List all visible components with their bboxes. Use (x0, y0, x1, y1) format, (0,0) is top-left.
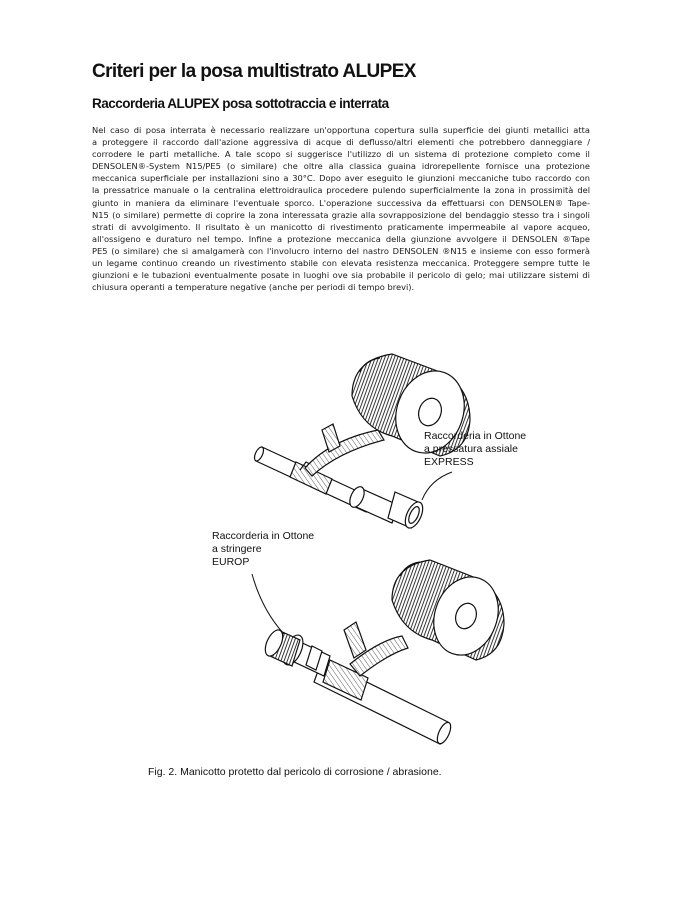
page-title: Criteri per la posa multistrato ALUPEX (92, 61, 416, 82)
body-line: N15 (o similare) permette di coprire la zona interessata grazie alla sovrapposizione del bendaggio stesso tra i singoli (92, 209, 590, 220)
body-line: un legame continuo creando un rivestimento stabile con elevata resistenza meccanica. Proteggere sempre tutte le (92, 258, 590, 269)
body-line: PE5 (o similare) che si amalgamerà con l'involucro interno del nastro DENSOLEN ®N15 e insieme con esso formerà (92, 245, 590, 256)
callout-express (424, 430, 526, 469)
body-line: DENSOLEN®-System N15/PE5 (o similare) che oltre alla classica guaina idrorepellente fornisce una protezione (92, 161, 590, 172)
callout-express-line: EXPRESS (424, 456, 474, 468)
callout-europ-line: EUROP (212, 556, 250, 568)
body-line: Nel caso di posa interrata è necessario realizzare un'opportuna copertura sulla superficie dei giunti metallici atta (92, 125, 590, 135)
body-line: corrodere le parti metalliche. A tale scopo si suggerisce l'utilizzo di un sistema di protezione completo come il (92, 149, 590, 160)
body-line: la pressatrice manuale o la centralina elettroidraulica procedere pulendo superficialmente la zona in prossimità del (92, 185, 590, 196)
body-line: chiusura operanti a temperature negative (anche per periodi di tempo brevi). (92, 282, 415, 293)
figure-caption: Fig. 2. Manicotto protetto dal pericolo di corrosione / abrasione. (148, 766, 442, 778)
body-line: giunto in maniera da eliminare l'eventuale sporco. L'operazione successiva da effettuarsi con DENSOLEN® Tape- (92, 197, 590, 208)
body-line: all'ossigeno e duraturo nel tempo. Infine a protezione meccanica della giunzione avvolgere il DENSOLEN ®Tape (92, 233, 590, 244)
body-line: a proteggere il raccordo dall'azione aggressiva di acque di deflusso/altri elementi che potrebbero danneggiare / (92, 137, 590, 148)
callout-express-line: a pressatura assiale (424, 443, 518, 455)
callout-europ-line: Raccorderia in Ottone (212, 530, 315, 542)
callout-europ (212, 530, 314, 569)
lower-assembly (262, 560, 509, 746)
callout-express-line: Raccorderia in Ottone (424, 430, 527, 442)
section-subtitle: Raccorderia ALUPEX posa sottotraccia e interrata (92, 96, 389, 111)
callout-europ-line: a stringere (212, 543, 262, 555)
express-leader-line (422, 472, 452, 500)
europ-leader-line (252, 574, 284, 634)
body-line: giunzioni e le tubazioni eventualmente posate in luoghi ove sia probabile il pericolo di gelo; mai utilizzare sistemi di (92, 270, 590, 281)
body-line: meccanica superficiale per installazioni sino a 30°C. Dopo aver eseguito le giunzioni meccaniche tubo raccordo con (92, 173, 590, 184)
body-line: strati di avvolgimento. Il risultato è un manicotto di rivestimento praticamente impermeabile al vapore acqueo, (92, 221, 590, 232)
